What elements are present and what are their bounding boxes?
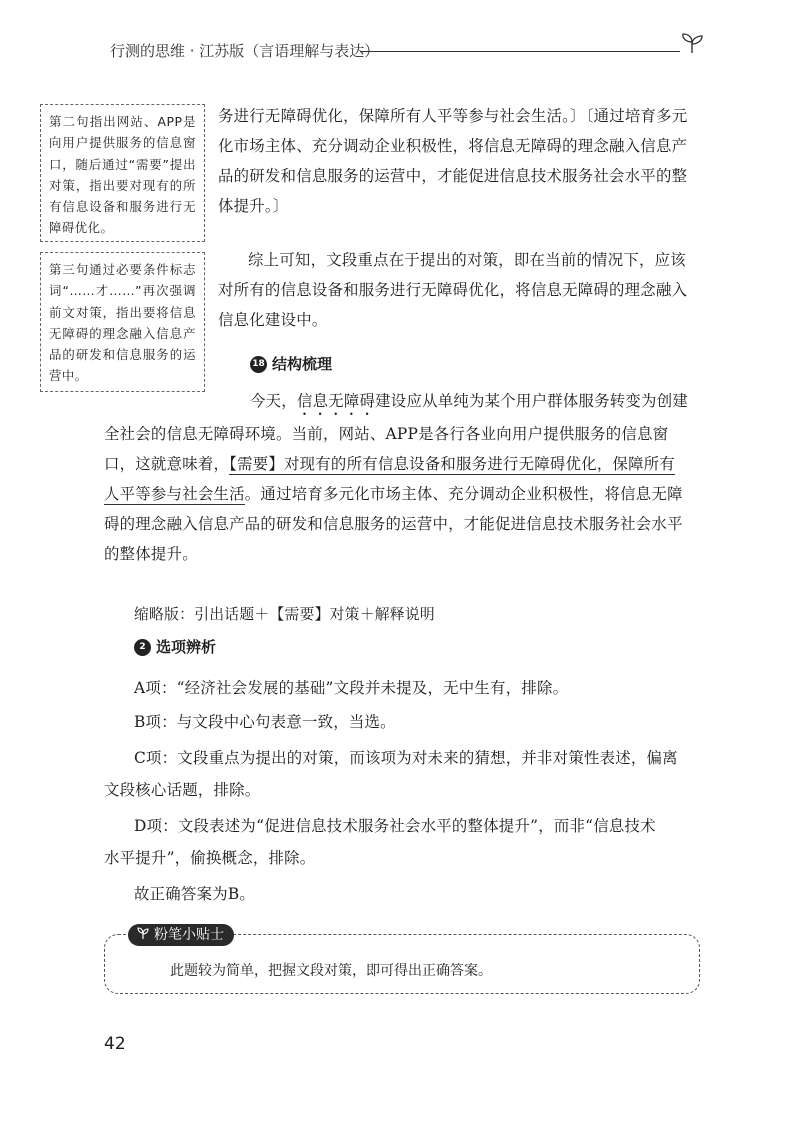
section-badge-icon: 2: [134, 639, 151, 656]
structure-text: 建设应从单纯为某个用户群体服务转变为创建: [375, 392, 688, 410]
structure-line: [104, 386, 708, 419]
correct-answer: 故正确答案为B。: [134, 885, 256, 903]
condensed-structure: 缩略版：引出话题＋【需要】对策＋解释说明: [134, 606, 435, 623]
summary-paragraph: [218, 245, 708, 335]
running-header-title: 行测的思维 · 江苏版（言语理解与表达）: [110, 42, 380, 60]
analysis-line: 体提升。〕: [218, 197, 289, 215]
page-number: 42: [104, 1034, 126, 1054]
underlined-countermeasure: 人平等参与社会生活: [104, 485, 245, 503]
tip-label: [128, 924, 234, 946]
summary-line: 综上可知，文段重点在于提出的对策，即在当前的情况下，应该: [248, 251, 686, 269]
options-analysis: [104, 672, 708, 910]
option-a-analysis: A项：“经济社会发展的基础”文段并未提及，无中生有，排除。: [134, 679, 569, 697]
tip-text: 此题较为简单，把握文段对策，即可得出正确答案。: [170, 963, 492, 979]
option-c-analysis-cont: 文段核心话题，排除。: [104, 781, 261, 799]
options-heading-text: 选项辨析: [156, 638, 217, 656]
header-rule: [360, 51, 680, 52]
underlined-countermeasure: 【需要】对现有的所有信息设备和服务进行无障碍优化，保障所有: [229, 455, 676, 473]
structure-text: 今天，: [250, 392, 297, 410]
tip-label-text: 粉笔小贴士: [154, 927, 224, 943]
option-b-analysis: B项：与文段中心句表意一致，当选。: [134, 713, 396, 731]
structure-text: 口，这就意味着，: [104, 455, 230, 473]
side-note-third-sentence: 第三句通过必要条件标志词“……才……”再次强调前文对策，指出要将信息无障碍的理念融入信息产品的研发和信息服务的运营中。: [40, 252, 205, 392]
structure-line: 碍的理念融入信息产品的研发和信息服务的运营中，才能促进信息技术服务社会水平: [104, 515, 683, 533]
summary-line: 信息化建设中。: [218, 311, 328, 329]
analysis-line: 化市场主体、充分调动企业积极性，将信息无障碍的理念融入信息产: [218, 137, 688, 155]
structure-line: 的整体提升。: [104, 545, 198, 563]
option-d-analysis: D项：文段表述为“促进信息技术服务社会水平的整体提升”，而非“信息技术: [134, 817, 656, 835]
sprout-icon: [676, 32, 708, 54]
analysis-paragraph: [218, 101, 708, 221]
structure-heading: [250, 353, 332, 374]
option-c-analysis: C项：文段重点为提出的对策，而该项为对未来的猜想，并非对策性表述，偏离: [134, 749, 678, 767]
structure-text: 。通过培育多元化市场主体、充分调动企业积极性，将信息无障: [244, 485, 683, 503]
structure-heading-text: 结构梳理: [272, 355, 333, 373]
sprout-icon: [136, 924, 150, 946]
structure-line: 全社会的信息无障碍环境。当前，网站、APP是各行各业向用户提供服务的信息窗: [104, 425, 669, 443]
summary-line: 对所有的信息设备和服务进行无障碍优化，将信息无障碍的理念融入: [218, 281, 688, 299]
side-note-second-sentence: 第二句指出网站、APP是向用户提供服务的信息窗口，随后通过“需要”提出对策，指出要对现有的所有信息设备和服务进行无障碍优化。: [40, 104, 205, 242]
structure-line: [104, 479, 708, 509]
options-heading: [134, 636, 216, 657]
analysis-line: 品的研发和信息服务的运营中，才能促进信息技术服务社会水平的整: [218, 167, 688, 185]
section-badge-icon: 18: [250, 356, 267, 373]
option-d-analysis-cont: 水平提升”，偷换概念，排除。: [104, 849, 316, 867]
structure-paragraph: [104, 386, 708, 569]
structure-line: [104, 449, 708, 479]
emphasized-term: 信息无障碍: [296, 392, 376, 410]
analysis-line: 务进行无障碍优化，保障所有人平等参与社会生活。〕〔通过培育多元: [218, 107, 688, 125]
